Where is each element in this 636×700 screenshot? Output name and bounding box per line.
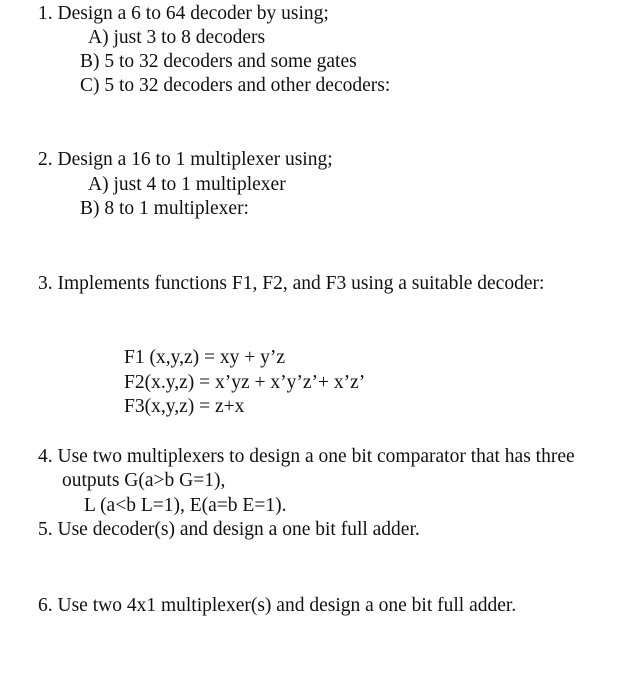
question-1-option-b: B) 5 to 32 decoders and some gates xyxy=(80,51,357,72)
question-4-line-2: outputs G(a>b G=1), xyxy=(62,470,226,491)
function-f3: F3(x,y,z) = z+x xyxy=(124,396,245,417)
question-4-line-3: L (a<b L=1), E(a=b E=1). xyxy=(84,495,287,516)
question-2-option-b: B) 8 to 1 multiplexer: xyxy=(80,198,249,219)
question-1-title: 1. Design a 6 to 64 decoder by using; xyxy=(38,3,329,24)
function-f2: F2(x.y,z) = x’yz + x’y’z’+ x’z’ xyxy=(124,372,366,393)
question-3-title: 3. Implements functions F1, F2, and F3 using a suitable decoder: xyxy=(38,273,545,294)
question-6-title: 6. Use two 4x1 multiplexer(s) and design a one bit full adder. xyxy=(38,595,517,616)
question-1-option-a: A) just 3 to 8 decoders xyxy=(88,27,266,48)
question-1-option-c: C) 5 to 32 decoders and other decoders: xyxy=(80,75,391,96)
question-2-title: 2. Design a 16 to 1 multiplexer using; xyxy=(38,149,333,170)
function-f1: F1 (x,y,z) = xy + y’z xyxy=(124,347,285,368)
question-2-option-a: A) just 4 to 1 multiplexer xyxy=(88,174,286,195)
question-4-line-1: 4. Use two multiplexers to design a one bit comparator that has three xyxy=(38,446,575,467)
question-5-title: 5. Use decoder(s) and design a one bit full adder. xyxy=(38,519,420,540)
